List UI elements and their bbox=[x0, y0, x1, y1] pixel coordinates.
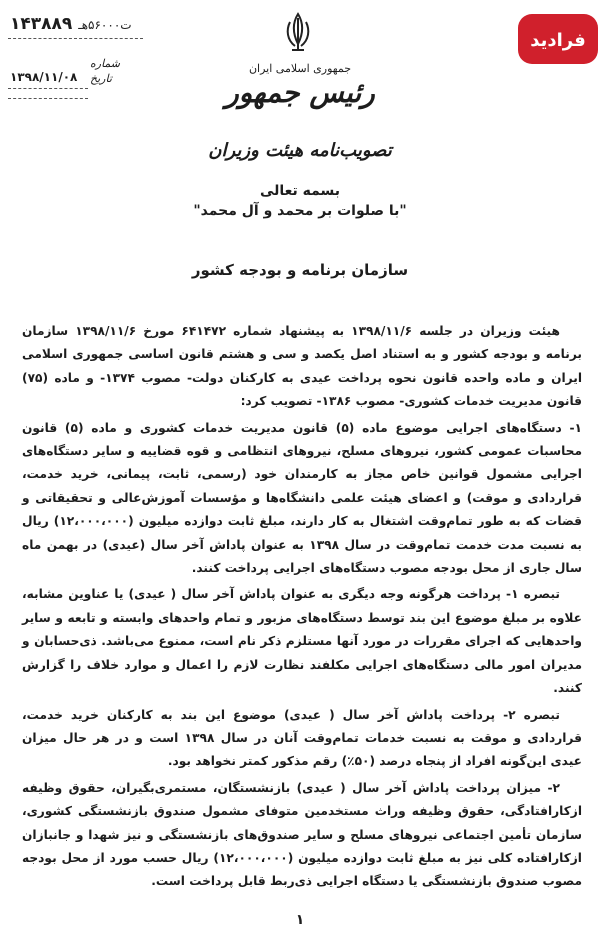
page-number: ۱ bbox=[295, 912, 305, 928]
date-label: تاریخ bbox=[90, 72, 112, 85]
paragraph-item-2: ۲- میزان پرداخت پاداش آخر سال ( عیدی) بازنشستگان، مستمری‌بگیران، حقوق وظیفه ازکارافتادگی، حقوق وظیفه وراث مستخدمین متوفای مشمول صندوق بازنشستگی کشوری، سازمان تأمین اجتماعی نیروهای مسلح و سایر صندوق‌های بازنشستگی و نیز شهدا و جانبازان ازکارافتاده کلی نیز به مبلغ ثابت دوازده میلیون (۱۲،۰۰۰،۰۰۰) ریال حسب مورد از محل بودجه مصوب صندوق بازنشستگی یا دستگاه اجرایی ذی‌ربط قابل پرداخت است. bbox=[22, 780, 582, 889]
approval-title: تصویب‌نامه هیئت وزیران bbox=[208, 140, 392, 161]
decree-body bbox=[22, 320, 582, 897]
fararoo-logo bbox=[512, 10, 600, 66]
paragraph-intro: هیئت وزیران در جلسه ۱۳۹۸/۱۱/۶ به پیشنهاد شماره ۶۴۱۴۷۲ مورخ ۱۳۹۸/۱۱/۶ سازمان برنامه و بودجه کشور و به استناد اصل یکصد و سی و هشتم قانون اساسی جمهوری اسلامی ایران و ماده واحده قانون نحوه پرداخت عیدی به کارکنان دولت- مصوب ۱۳۷۴- و ماده (۷۵) قانون مدیریت خدمات کشوری- مصوب ۱۳۸۶- تصویب کرد: bbox=[22, 324, 582, 409]
basmala: بسمه تعالی bbox=[259, 183, 341, 199]
paragraph-note-1: تبصره ۱- پرداخت هرگونه وجه دیگری به عنوان پاداش آخر سال ( عیدی) یا عناوین مشابه، علاوه بر مبلغ موضوع این بند توسط دستگاه‌های مزبور و تمام واحدهای وابسته و تابعه و سایر واحدهایی که اجرای مقررات در مورد آنها مستلزم ذکر نام است، ممنوع می‌باشد. ذی‌حسابان و مدیران امور مالی دستگاه‌های اجرایی مکلفند نظارت لازم را اعمال و موارد خلاف را گزارش کنند. bbox=[22, 587, 582, 696]
ref-prefix: ت۵۶۰۰۰هـ bbox=[78, 18, 132, 32]
president-title: رئیس جمهور bbox=[225, 76, 375, 109]
ref-number bbox=[10, 14, 132, 34]
iran-emblem-icon bbox=[283, 10, 313, 56]
republic-title: جمهوری اسلامی ایران bbox=[248, 62, 352, 75]
paragraph-note-2: تبصره ۲- پرداخت پاداش آخر سال ( عیدی) موضوع این بند به کارکنان خرید خدمت، قراردادی و موقت به نسبت خدمات تمام‌وقت آنان در سال ۱۳۹۸ است و در هر حال میزان عیدی این‌گونه افراد از پنجاه درصد (۵۰٪) رقم مذکور کمتر نخواهد بود. bbox=[22, 707, 582, 769]
ref-number-underline bbox=[8, 38, 143, 39]
ref-number-value: ۱۴۳۸۸۹ bbox=[10, 14, 73, 34]
svg-text:فرادید: فرادید bbox=[530, 30, 586, 51]
date-value: ۱۳۹۸/۱۱/۰۸ bbox=[10, 70, 78, 84]
recipient-heading: سازمان برنامه و بودجه کشور bbox=[191, 261, 409, 279]
salavat: "با صلوات بر محمد و آل محمد" bbox=[193, 203, 407, 219]
paragraph-item-1: ۱- دستگاه‌های اجرایی موضوع ماده (۵) قانون مدیریت خدمات کشوری و ماده (۵) قانون محاسبات عمومی کشور، نیروهای مسلح، نیروهای انتظامی و قوه قضاییه و سایر دستگاه‌های اجرایی مشمول قوانین خاص مجاز به کارمندان خود (رسمی، ثابت، پیمانی، خرید خدمت، قراردادی و موقت) و اعضای هیئت علمی دانشگاه‌ها و مؤسسات آموزش‌عالی و تحقیقاتی و قضات که به طور تمام‌وقت اشتغال به کار دارند، مبلغ ثابت دوازده میلیون (۱۲،۰۰۰،۰۰۰) ریال به نسبت مدت خدمت تمام‌وقت در سال ۱۳۹۸ به عنوان پاداش آخر سال (عیدی) در بهمن ماه سال جاری از محل بودجه مصوب دستگاه‌های اجرایی پرداخت کنند. bbox=[22, 420, 582, 576]
number-label: شماره bbox=[90, 57, 121, 70]
